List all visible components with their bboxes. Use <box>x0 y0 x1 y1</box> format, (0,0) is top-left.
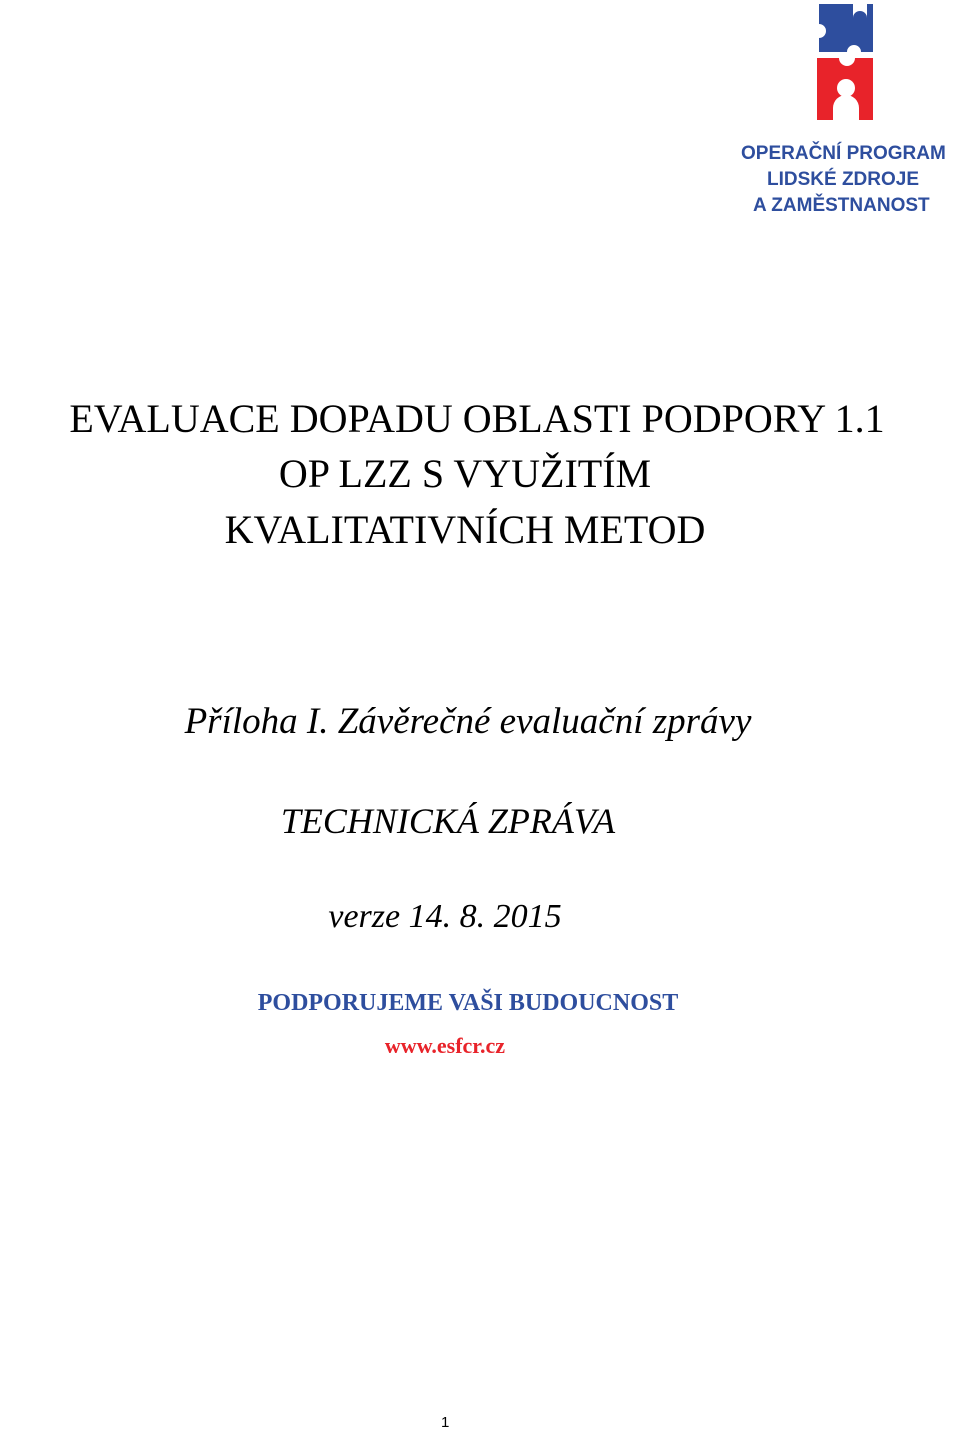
report-type: TECHNICKÁ ZPRÁVA <box>280 801 616 841</box>
program-logo <box>735 0 955 225</box>
page-number: 1 <box>441 1414 450 1431</box>
annex-label: Příloha I. Závěrečné evaluační zprávy <box>184 701 752 742</box>
logo-text-line3: A ZAMĚSTNANOST <box>753 195 930 216</box>
puzzle-logo-icon <box>815 4 877 120</box>
version-date: verze 14. 8. 2015 <box>328 898 562 935</box>
logo-text-line2: LIDSKÉ ZDROJE <box>767 169 920 190</box>
website-link[interactable]: www.esfcr.cz <box>384 1033 506 1058</box>
slogan-text: PODPORUJEME VAŠI BUDOUCNOST <box>257 990 679 1016</box>
document-title-line1: EVALUACE DOPADU OBLASTI PODPORY 1.1 <box>69 396 885 441</box>
document-title-line2: OP LZZ S VYUŽITÍM <box>278 451 652 496</box>
document-title-line3: KVALITATIVNÍCH METOD <box>224 507 706 552</box>
logo-text-line1: OPERAČNÍ PROGRAM <box>741 143 946 164</box>
